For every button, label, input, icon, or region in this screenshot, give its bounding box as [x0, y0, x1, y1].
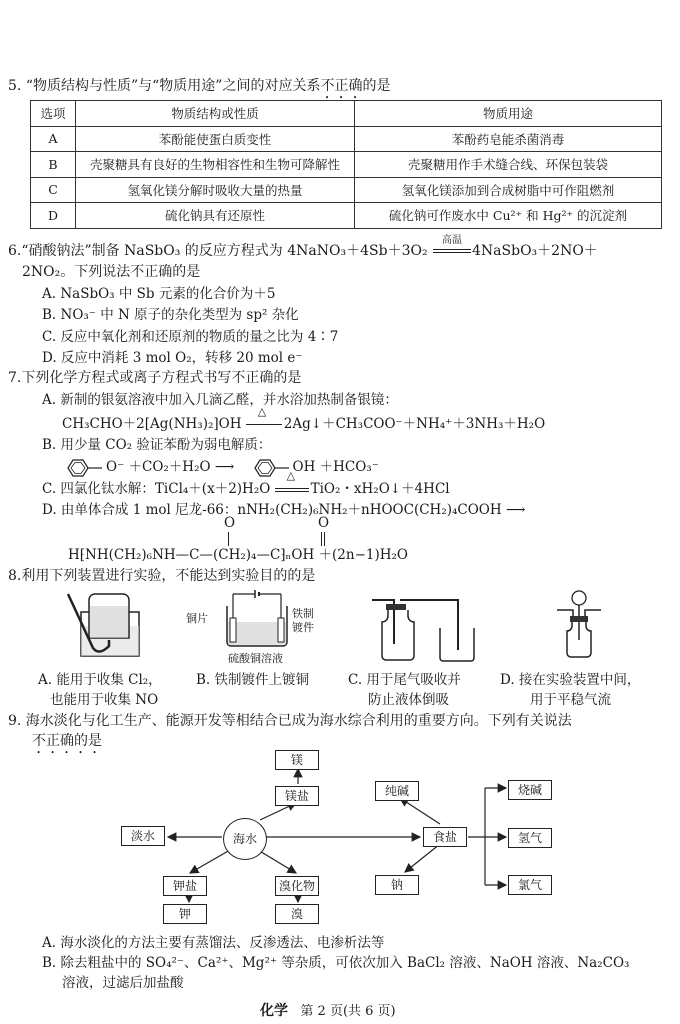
node-chlorine: 氯气 — [508, 875, 552, 895]
q6-option-a: A. NaSbO₃ 中 Sb 元素的化合价为＋5 — [42, 286, 276, 302]
q6-option-b: B. NO₃⁻ 中 N 原子的杂化类型为 sp² 杂化 — [42, 307, 299, 323]
apparatus-a-label-1: A. 能用于收集 Cl₂， — [38, 672, 162, 688]
q9-stem-line2: 不正确的是 — [32, 733, 102, 749]
q7-equation-b: O⁻ ＋CO₂＋H₂O ⟶ OH ＋HCO₃⁻ — [62, 455, 379, 479]
footer-subject: 化学 — [260, 1003, 288, 1019]
table-row: C 氢氧化镁分解时吸收大量的热量 氢氧化镁添加到合成树脂中可作阻燃剂 — [31, 177, 662, 203]
heat-equals: △ — [275, 481, 311, 497]
apparatus-c-label-2: 防止液体倒吸 — [368, 692, 449, 708]
node-hydrogen: 氢气 — [508, 828, 552, 848]
node-fresh-water: 淡水 — [121, 826, 165, 846]
apparatus-b-label-1: B. 铁制镀件上镀铜 — [196, 672, 310, 688]
apparatus-c-tail-gas-absorption-icon — [370, 592, 490, 664]
q9-stem-line1: 9. 海水淡化与化工生产、能源开发等相结合已成为海水综合利用的重要方向。下列有关说法 — [8, 713, 572, 729]
node-caustic-soda: 烧碱 — [508, 780, 552, 800]
q7-stem: 7.下列化学方程式或离子方程式书写不正确的是 — [8, 370, 302, 386]
heat-arrow: △ — [246, 416, 284, 432]
apparatus-a-gas-collection-icon — [65, 590, 145, 660]
q7-equation-a: CH₃CHO＋2[Ag(NH₃)₂]OH △ 2Ag↓＋CH₃COO⁻＋NH₄⁺＋3NH₃＋H₂O — [62, 405, 546, 432]
q9-option-b: B. 除去粗盐中的 SO₄²⁻、Ca²⁺、Mg²⁺ 等杂质，可依次加入 BaCl₂ 溶液、NaOH 溶液、Na₂CO₃ — [42, 955, 630, 971]
q8-stem: 8.利用下列装置进行实验，不能达到实验目的的是 — [8, 568, 316, 584]
footer-page: 第 2 页(共 6 页) — [300, 1004, 396, 1019]
apparatus-b-electroplating-icon — [213, 588, 303, 656]
node-magnesium: 镁 — [275, 750, 319, 770]
node-magnesium-salt: 镁盐 — [275, 786, 319, 806]
q6-stem-line1: 6.“硝酸钠法”制备 NaSbO₃ 的反应方程式为 4NaNO₃＋4Sb＋3O₂ 高温 4NaSbO₃＋2NO＋ — [8, 235, 598, 259]
table-header-row — [31, 101, 662, 127]
table-row: B 壳聚糖具有良好的生物相容性和生物可降解性 壳聚糖用作手术缝合线、环保包装袋 — [31, 152, 662, 178]
tag-copper-sheet: 铜片 — [186, 612, 208, 625]
node-salt: 食盐 — [423, 827, 467, 847]
node-sodium: 钠 — [375, 875, 419, 895]
tag-copper-sulfate: 硫酸铜溶液 — [228, 652, 283, 665]
apparatus-c-label-1: C. 用于尾气吸收并 — [348, 672, 461, 688]
node-bromine: 溴 — [275, 904, 319, 924]
node-potassium-salt: 钾盐 — [163, 876, 207, 896]
header-property: 物质结构或性质 — [76, 101, 355, 127]
apparatus-a-label-2: 也能用于收集 NO — [50, 692, 159, 708]
header-option: 选项 — [31, 101, 76, 127]
node-potassium: 钾 — [163, 904, 207, 924]
q7-option-c: C. 四氯化钛水解：TiCl₄＋(x＋2)H₂O △ TiO₂・xH₂O↓＋4HCl — [42, 469, 450, 497]
q7-option-a: A. 新制的银氨溶液中加入几滴乙醛，并水浴加热制备银镜： — [42, 392, 398, 408]
q5-stem: 5. “物质结构与性质”与“物质用途”之间的对应关系不正确的是 — [8, 78, 391, 94]
header-use: 物质用途 — [355, 101, 662, 127]
carbonyl-o-1: O — [224, 515, 236, 531]
tag-iron-1: 铁制 — [292, 607, 314, 620]
apparatus-d-label-1: D. 接在实验装置中间， — [500, 672, 641, 688]
carbonyl-o-2: O — [318, 515, 330, 531]
q7-option-b: B. 用少量 CO₂ 验证苯酚为弱电解质： — [42, 437, 272, 453]
node-soda-ash: 纯碱 — [375, 781, 419, 801]
apparatus-d-buffer-bottle-icon — [545, 590, 615, 662]
q6-stem-line2: 2NO₂。下列说法不正确的是 — [22, 264, 201, 280]
q7-equation-d-product: H⁅NH(CH₂)₆NH—C—(CH₂)₄—C⁆ₙOH ＋(2n−1)H₂O — [68, 547, 408, 563]
table-row: D 硫化钠具有还原性 硫化钠可作废水中 Cu²⁺ 和 Hg²⁺ 的沉淀剂 — [31, 203, 662, 229]
q7-option-d: D. 由单体合成 1 mol 尼龙-66：nNH₂(CH₂)₆NH₂＋nHOOC(CH₂)₄COOH ⟶ — [42, 502, 526, 518]
reaction-arrow: 高温 — [432, 243, 472, 259]
benzene-ring-icon — [62, 457, 106, 479]
q5-emphasis: 不正确 — [320, 78, 363, 94]
node-seawater: 海水 — [223, 818, 267, 860]
q9-option-a: A. 海水淡化的方法主要有蒸馏法、反渗透法、电渗析法等 — [42, 935, 385, 951]
tag-iron-2: 镀件 — [292, 621, 314, 634]
q5-table — [30, 100, 662, 229]
table-row: A 苯酚能使蛋白质变性 苯酚药皂能杀菌消毒 — [31, 126, 662, 152]
page-footer — [260, 1000, 396, 1020]
q9-option-b-cont: 溶液，过滤后加盐酸 — [62, 975, 184, 991]
node-bromide: 溴化物 — [275, 876, 319, 896]
apparatus-d-label-2: 用于平稳气流 — [530, 692, 611, 708]
q6-option-d: D. 反应中消耗 3 mol O₂，转移 20 mol e⁻ — [42, 350, 303, 366]
q6-option-c: C. 反应中氧化剂和还原剂的物质的量之比为 4∶7 — [42, 329, 339, 345]
